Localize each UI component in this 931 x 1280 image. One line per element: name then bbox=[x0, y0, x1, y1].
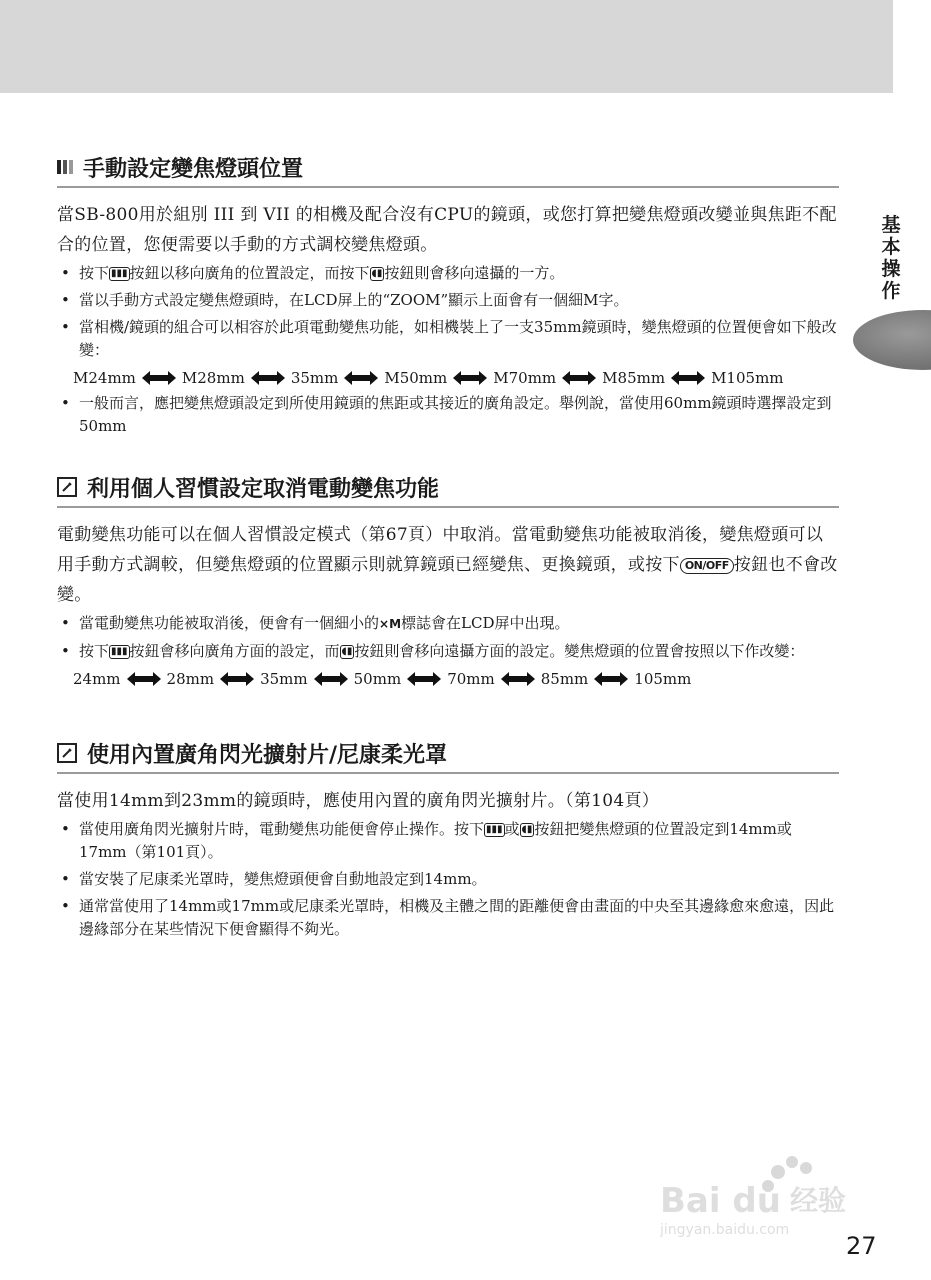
zoom-step: 70mm bbox=[447, 670, 495, 688]
section-title: 手動設定變焦燈頭位置 bbox=[83, 156, 304, 182]
zoom-step: M24mm bbox=[73, 369, 136, 387]
chapter-tab-char: 作 bbox=[881, 280, 901, 302]
zoom-step: 35mm bbox=[290, 369, 339, 387]
bullet-item: • 通常當使用了14mm或17mm或尼康柔光罩時，相機及主體之間的距離便會由畫面的中央至其邊緣愈來愈遠，因此邊緣部分在某些情況下便會顯得不夠光。 bbox=[57, 895, 839, 941]
wide-button-icon: ▮▮▮ bbox=[111, 268, 128, 279]
double-arrow-icon bbox=[220, 672, 254, 686]
zoom-sequence bbox=[73, 669, 839, 689]
bullet-item: • 當安裝了尼康柔光罩時，變焦燈頭便會自動地設定到14mm。 bbox=[57, 868, 839, 891]
on-off-button-icon: ON/OFF bbox=[680, 558, 734, 574]
bullet-item: • 當使用廣角閃光擴射片時，電動變焦功能便會停止操作。按下 ▮▮▮ 或 ◖▮ 按鈕把變焦燈頭的位置設定到14mm或17mm（第101頁）。 bbox=[57, 818, 839, 864]
bullet-list bbox=[57, 818, 839, 941]
zoom-step: M70mm bbox=[493, 369, 557, 387]
bullet-item: • 按下 ▮▮▮ 按鈕以移向廣角的位置設定，而按下 ◖▮ 按鈕則會移向遠攝的一方。 bbox=[57, 262, 839, 285]
wide-button-icon: ▮▮▮ bbox=[486, 824, 503, 835]
page-number: 27 bbox=[846, 1232, 877, 1260]
zoom-step: 35mm bbox=[260, 670, 308, 688]
zoom-step: M105mm bbox=[711, 369, 784, 387]
double-arrow-icon bbox=[594, 672, 628, 686]
section-heading bbox=[57, 470, 839, 508]
zoom-step: M50mm bbox=[384, 369, 448, 387]
double-arrow-icon bbox=[562, 371, 596, 385]
bullet-item: • 當電動變焦功能被取消後，便會有一個細小的×M標誌會在LCD屏中出現。 bbox=[57, 612, 839, 636]
double-arrow-icon bbox=[251, 371, 285, 385]
zoom-step: M28mm bbox=[181, 369, 245, 387]
section-bars-icon bbox=[57, 160, 73, 174]
zoom-step: 28mm bbox=[166, 670, 215, 688]
bullet-list bbox=[57, 392, 839, 438]
double-arrow-icon bbox=[127, 672, 161, 686]
chapter-tab-marker bbox=[853, 310, 931, 370]
section-manual-zoom bbox=[57, 150, 839, 442]
zoom-step: 105mm bbox=[634, 670, 692, 688]
bullet-item: • 當以手動方式設定變焦燈頭時，在LCD屏上的“ZOOM”顯示上面會有一個細M字。 bbox=[57, 289, 839, 312]
pencil-note-icon bbox=[57, 477, 77, 497]
bullet-list bbox=[57, 612, 839, 663]
section-title: 使用內置廣角閃光擴射片/尼康柔光罩 bbox=[87, 742, 448, 768]
zoom-cancel-symbol: ×M bbox=[379, 617, 402, 631]
section-intro: 電動變焦功能可以在個人習慣設定模式（第67頁）中取消。當電動變焦功能被取消後，變焦燈頭可以用手動方式調較，但變焦燈頭的位置顯示則就算鏡頭已經變焦、更換鏡頭，或按下 ON/OFF 按鈕也不會改變。 bbox=[57, 525, 838, 605]
tele-button-icon: ◖▮ bbox=[371, 268, 383, 279]
tele-button-icon: ◖▮ bbox=[341, 646, 353, 657]
zoom-sequence bbox=[73, 368, 839, 388]
wide-button-icon: ▮▮▮ bbox=[111, 646, 128, 657]
zoom-step: 24mm bbox=[73, 670, 121, 688]
double-arrow-icon bbox=[407, 672, 441, 686]
chapter-tab-char: 基 bbox=[881, 214, 901, 236]
double-arrow-icon bbox=[501, 672, 535, 686]
chapter-tab bbox=[876, 214, 906, 302]
section-heading bbox=[57, 736, 839, 774]
pencil-note-icon bbox=[57, 743, 77, 763]
double-arrow-icon bbox=[344, 371, 378, 385]
tele-button-icon: ◖▮ bbox=[521, 824, 533, 835]
section-intro: 當使用14mm到23mm的鏡頭時，應使用內置的廣角閃光擴射片。（第104頁） bbox=[57, 791, 660, 811]
section-title: 利用個人習慣設定取消電動變焦功能 bbox=[87, 476, 440, 502]
double-arrow-icon bbox=[453, 371, 487, 385]
section-heading bbox=[57, 150, 839, 188]
svg-text:jingyan.baidu.com: jingyan.baidu.com bbox=[660, 1222, 790, 1238]
section-intro: 當SB-800用於組別 III 到 VII 的相機及配合沒有CPU的鏡頭，或您打算把變焦燈頭改變並與焦距不配合的位置，您便需要以手動的方式調校變焦燈頭。 bbox=[57, 205, 837, 255]
zoom-step: M85mm bbox=[602, 369, 666, 387]
svg-text:经验: 经验 bbox=[790, 1184, 847, 1217]
baidu-jingyan-watermark bbox=[660, 1150, 880, 1240]
bullet-item: • 一般而言，應把變焦燈頭設定到所使用鏡頭的焦距或其接近的廣角設定。舉例說，當使用60mm鏡頭時選擇設定到50mm bbox=[57, 392, 839, 438]
svg-text:Bai du: Bai du bbox=[660, 1181, 781, 1221]
chapter-tab-char: 操 bbox=[881, 258, 901, 280]
section-wide-panel bbox=[57, 736, 839, 945]
double-arrow-icon bbox=[314, 672, 348, 686]
double-arrow-icon bbox=[671, 371, 705, 385]
section-cancel-power-zoom bbox=[57, 470, 839, 693]
zoom-step: 85mm bbox=[540, 670, 589, 688]
chapter-tab-char: 本 bbox=[881, 236, 901, 258]
bullet-item: • 當相機/鏡頭的組合可以相容於此項電動變焦功能，如相機裝上了一支35mm鏡頭時，變焦燈頭的位置便會如下般改變： bbox=[57, 316, 839, 362]
bullet-list bbox=[57, 262, 839, 362]
bullet-item: • 按下 ▮▮▮ 按鈕會移向廣角方面的設定，而 ◖▮ 按鈕則會移向遠攝方面的設定。變焦燈頭的位置會按照以下作改變： bbox=[57, 640, 839, 663]
top-gray-band bbox=[0, 0, 893, 93]
double-arrow-icon bbox=[142, 371, 176, 385]
zoom-step: 50mm bbox=[353, 670, 402, 688]
